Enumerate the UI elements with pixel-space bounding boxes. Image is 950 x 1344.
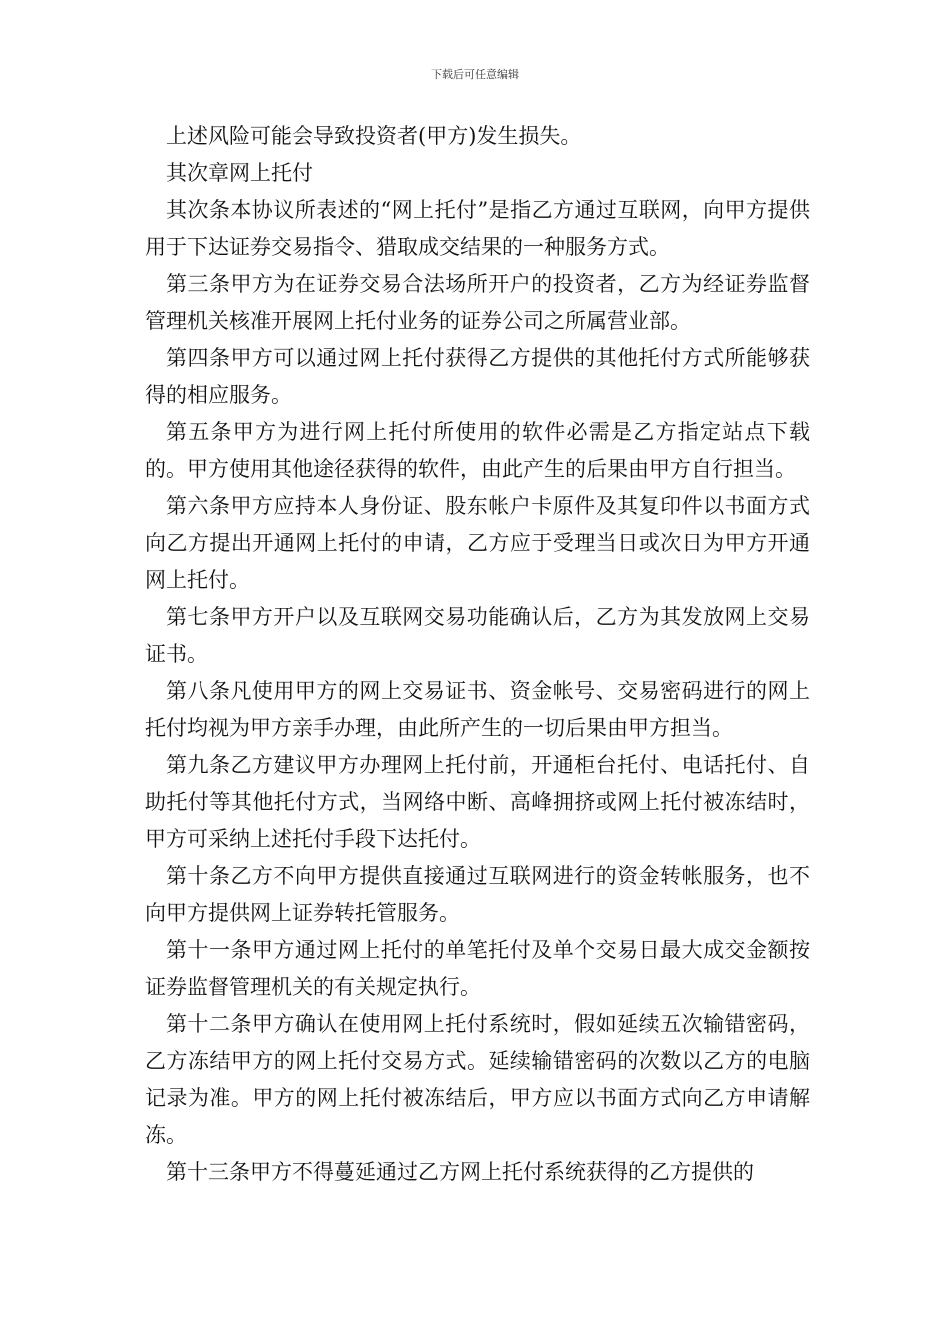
paragraph-article-2: 其次条本协议所表述的“网上托付”是指乙方通过互联网，向甲方提供用于下达证券交易指令、猎取成交结果的一种服务方式。	[145, 198, 810, 259]
paragraph-article-9: 第九条乙方建议甲方办理网上托付前，开通柜台托付、电话托付、自助托付等其他托付方式，当网络中断、高峰拥挤或网上托付被冻结时，甲方可采纳上述托付手段下达托付。	[145, 753, 810, 851]
paragraph-article-13: 第十三条甲方不得蔓延通过乙方网上托付系统获得的乙方提供的	[166, 1160, 754, 1184]
paragraph-article-12: 第十二条甲方确认在使用网上托付系统时，假如延续五次输错密码，乙方冻结甲方的网上托付交易方式。延续输错密码的次数以乙方的电脑记录为准。甲方的网上托付被冻结后，甲方应以书面方式向乙方申请解冻。	[145, 1012, 810, 1147]
paragraph-article-3: 第三条甲方为在证券交易合法场所开户的投资者，乙方为经证券监督管理机关核准开展网上托付业务的证券公司之所属营业部。	[145, 272, 810, 333]
paragraph-article-10: 第十条乙方不向甲方提供直接通过互联网进行的资金转帐服务，也不向甲方提供网上证券转托管服务。	[145, 864, 810, 925]
paragraph-article-4: 第四条甲方可以通过网上托付获得乙方提供的其他托付方式所能够获得的相应服务。	[145, 346, 810, 407]
paragraph-article-7: 第七条甲方开户以及互联网交易功能确认后，乙方为其发放网上交易证书。	[145, 605, 810, 666]
document-body	[145, 118, 810, 1191]
paragraph-article-5: 第五条甲方为进行网上托付所使用的软件必需是乙方指定站点下载的。甲方使用其他途径获得的软件，由此产生的后果由甲方自行担当。	[145, 420, 810, 481]
chapter-heading: 其次章网上托付	[166, 161, 313, 185]
paragraph-article-11: 第十一条甲方通过网上托付的单笔托付及单个交易日最大成交金额按证券监督管理机关的有关规定执行。	[145, 938, 810, 999]
paragraph-risk-loss: 上述风险可能会导致投资者(甲方)发生损失。	[166, 124, 582, 148]
page-header: 下载后可任意编辑	[431, 68, 519, 81]
paragraph-article-6: 第六条甲方应持本人身份证、股东帐户卡原件及其复印件以书面方式向乙方提出开通网上托付的申请，乙方应于受理当日或次日为甲方开通网上托付。	[145, 494, 810, 592]
paragraph-article-8: 第八条凡使用甲方的网上交易证书、资金帐号、交易密码进行的网上托付均视为甲方亲手办理，由此所产生的一切后果由甲方担当。	[145, 679, 810, 740]
